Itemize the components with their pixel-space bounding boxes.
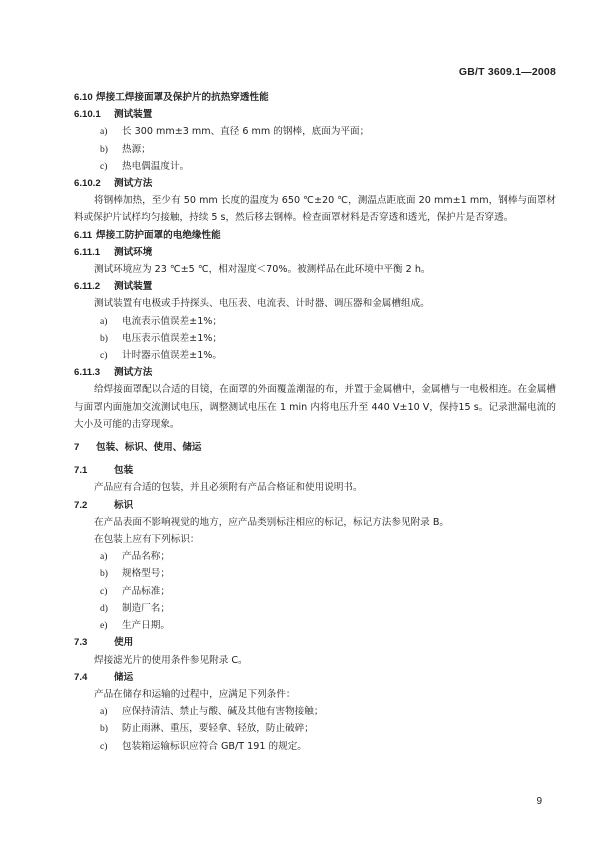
subsection-heading-7-3 xyxy=(74,634,556,651)
list-label: a) xyxy=(100,126,108,138)
section-title: 焊接工焊接面罩及保护片的抗热穿透性能 xyxy=(96,92,269,103)
subsection-heading-7-4 xyxy=(74,669,556,686)
subsection-heading-6-11-1 xyxy=(74,244,556,261)
list-text: 应保持清洁、禁止与酸、碱及其他有害物接触； xyxy=(122,706,324,718)
section-number: 7.3 xyxy=(74,637,88,649)
list-text: 长 300 mm±3 mm、直径 6 mm 的钢棒，底面为平面； xyxy=(122,126,370,138)
list-item xyxy=(74,123,556,140)
section-number: 6.10.1 xyxy=(74,109,101,121)
paragraph: 焊接滤光片的使用条件参见附录 C。 xyxy=(94,654,248,666)
subsection-heading-6-11-2 xyxy=(74,278,556,295)
section-number: 6.10.2 xyxy=(74,178,101,190)
paragraph: 将钢棒加热，至少有 50 mm 长度的温度为 650 ℃±20 ℃，测温点距底面 20 mm±1 mm，钢棒与面罩材料或保护片试样均匀接触，持续 5 s，然后移去钢棒。检查面罩材料是否穿透和透光，保护片是否穿透。 xyxy=(74,195,556,224)
list-label: a) xyxy=(100,706,108,718)
list-item xyxy=(74,330,556,347)
section-heading-6-11 xyxy=(74,227,556,244)
list-label: a) xyxy=(100,551,108,563)
paragraph: 产品应有合适的包装，并且必须附有产品合格证和使用说明书。 xyxy=(94,482,363,494)
section-title: 测试方法 xyxy=(114,178,153,190)
section-number: 6.11.2 xyxy=(74,281,101,293)
subsection-heading-7-1 xyxy=(74,462,556,479)
section-title: 标识 xyxy=(114,499,134,511)
list-label: b) xyxy=(100,568,108,580)
list-text: 规格型号； xyxy=(122,568,170,580)
list-text: 电流表示值误差±1%； xyxy=(122,315,223,327)
list-label: d) xyxy=(100,602,108,614)
list-item xyxy=(74,158,556,175)
list-label: e) xyxy=(100,620,108,632)
section-number: 7 xyxy=(74,442,80,454)
section-heading-6-10 xyxy=(74,89,556,106)
list-label: c) xyxy=(100,585,108,597)
subsection-heading-7-2 xyxy=(74,497,556,514)
section-number: 7.2 xyxy=(74,499,88,511)
list-text: 热电偶温度计。 xyxy=(122,160,190,172)
list-label: b) xyxy=(100,332,108,344)
section-title: 测试环境 xyxy=(114,246,153,258)
list-text: 产品标准； xyxy=(122,585,170,597)
section-title: 包装、标识、使用、储运 xyxy=(96,442,202,454)
list-text: 计时器示值误差±1%。 xyxy=(122,350,223,362)
page-number: 9 xyxy=(536,796,542,807)
list-text: 制造厂名； xyxy=(122,602,170,614)
list-item xyxy=(74,703,556,720)
list-label: b) xyxy=(100,723,108,735)
list-text: 电压表示值误差±1%； xyxy=(122,332,223,344)
section-number: 7.4 xyxy=(74,671,88,683)
subsection-heading-6-11-3 xyxy=(74,364,556,381)
list-item xyxy=(74,141,556,158)
paragraph: 测试装置有电极或手持探头、电压表、电流表、计时器、调压器和金属槽组成。 xyxy=(94,298,430,310)
chapter-heading-7 xyxy=(74,439,556,456)
paragraph: 在包装上应有下列标识： xyxy=(94,534,200,546)
list-label: c) xyxy=(100,350,108,362)
list-item xyxy=(74,548,556,565)
section-title: 储运 xyxy=(114,671,134,683)
section-title: 测试装置 xyxy=(114,109,153,121)
list-item xyxy=(74,617,556,634)
section-title: 测试装置 xyxy=(114,281,153,293)
list-text: 防止雨淋、重压，要轻拿、轻放，防止破碎； xyxy=(122,723,314,735)
list-item xyxy=(74,313,556,330)
list-item xyxy=(74,565,556,582)
section-title: 焊接工防护面罩的电绝缘性能 xyxy=(96,229,221,241)
section-number: 7.1 xyxy=(74,465,88,477)
paragraph: 测试环境应为 23 ℃±5 ℃，相对湿度＜70%。被测样品在此环境中平衡 2 h。 xyxy=(94,264,431,276)
paragraph: 产品在储存和运输的过程中，应满足下列条件： xyxy=(94,688,296,700)
list-item xyxy=(74,720,556,737)
section-number: 6.11 xyxy=(74,229,93,241)
paragraph: 在产品表面不影响视觉的地方，应产品类别标注相应的标记，标记方法参见附录 B。 xyxy=(94,516,450,528)
list-label: c) xyxy=(100,160,108,172)
list-item xyxy=(74,583,556,600)
section-title: 使用 xyxy=(114,637,134,649)
list-item xyxy=(74,600,556,617)
list-label: b) xyxy=(100,143,108,155)
list-text: 热源； xyxy=(122,143,151,155)
subsection-heading-6-10-2 xyxy=(74,175,556,192)
section-number: 6.11.3 xyxy=(74,367,101,379)
section-title: 测试方法 xyxy=(114,367,153,379)
section-title: 包装 xyxy=(114,465,134,477)
list-label: c) xyxy=(100,740,108,752)
section-number: 6.11.1 xyxy=(74,246,101,258)
list-text: 产品名称； xyxy=(122,551,170,563)
standard-number: GB/T 3609.1—2008 xyxy=(458,66,556,78)
section-number: 6.10 xyxy=(74,92,93,103)
list-item xyxy=(74,738,556,755)
list-label: a) xyxy=(100,315,108,327)
document-body xyxy=(74,89,556,755)
list-text: 包装箱运输标识应符合 GB/T 191 的规定。 xyxy=(122,740,307,752)
paragraph: 给焊接面罩配以合适的目镜，在面罩的外面覆盖潮湿的布，并置于金属槽中，金属槽与一电极相连。在金属槽与面罩内面施加交流测试电压，调整测试电压在 1 min 内将电压升至 440 V±10 V，保持15 s。记录泄漏电流的大小及可能的击穿现象。 xyxy=(74,384,556,430)
list-text: 生产日期。 xyxy=(122,620,170,632)
subsection-heading-6-10-1 xyxy=(74,106,556,123)
list-item xyxy=(74,347,556,364)
